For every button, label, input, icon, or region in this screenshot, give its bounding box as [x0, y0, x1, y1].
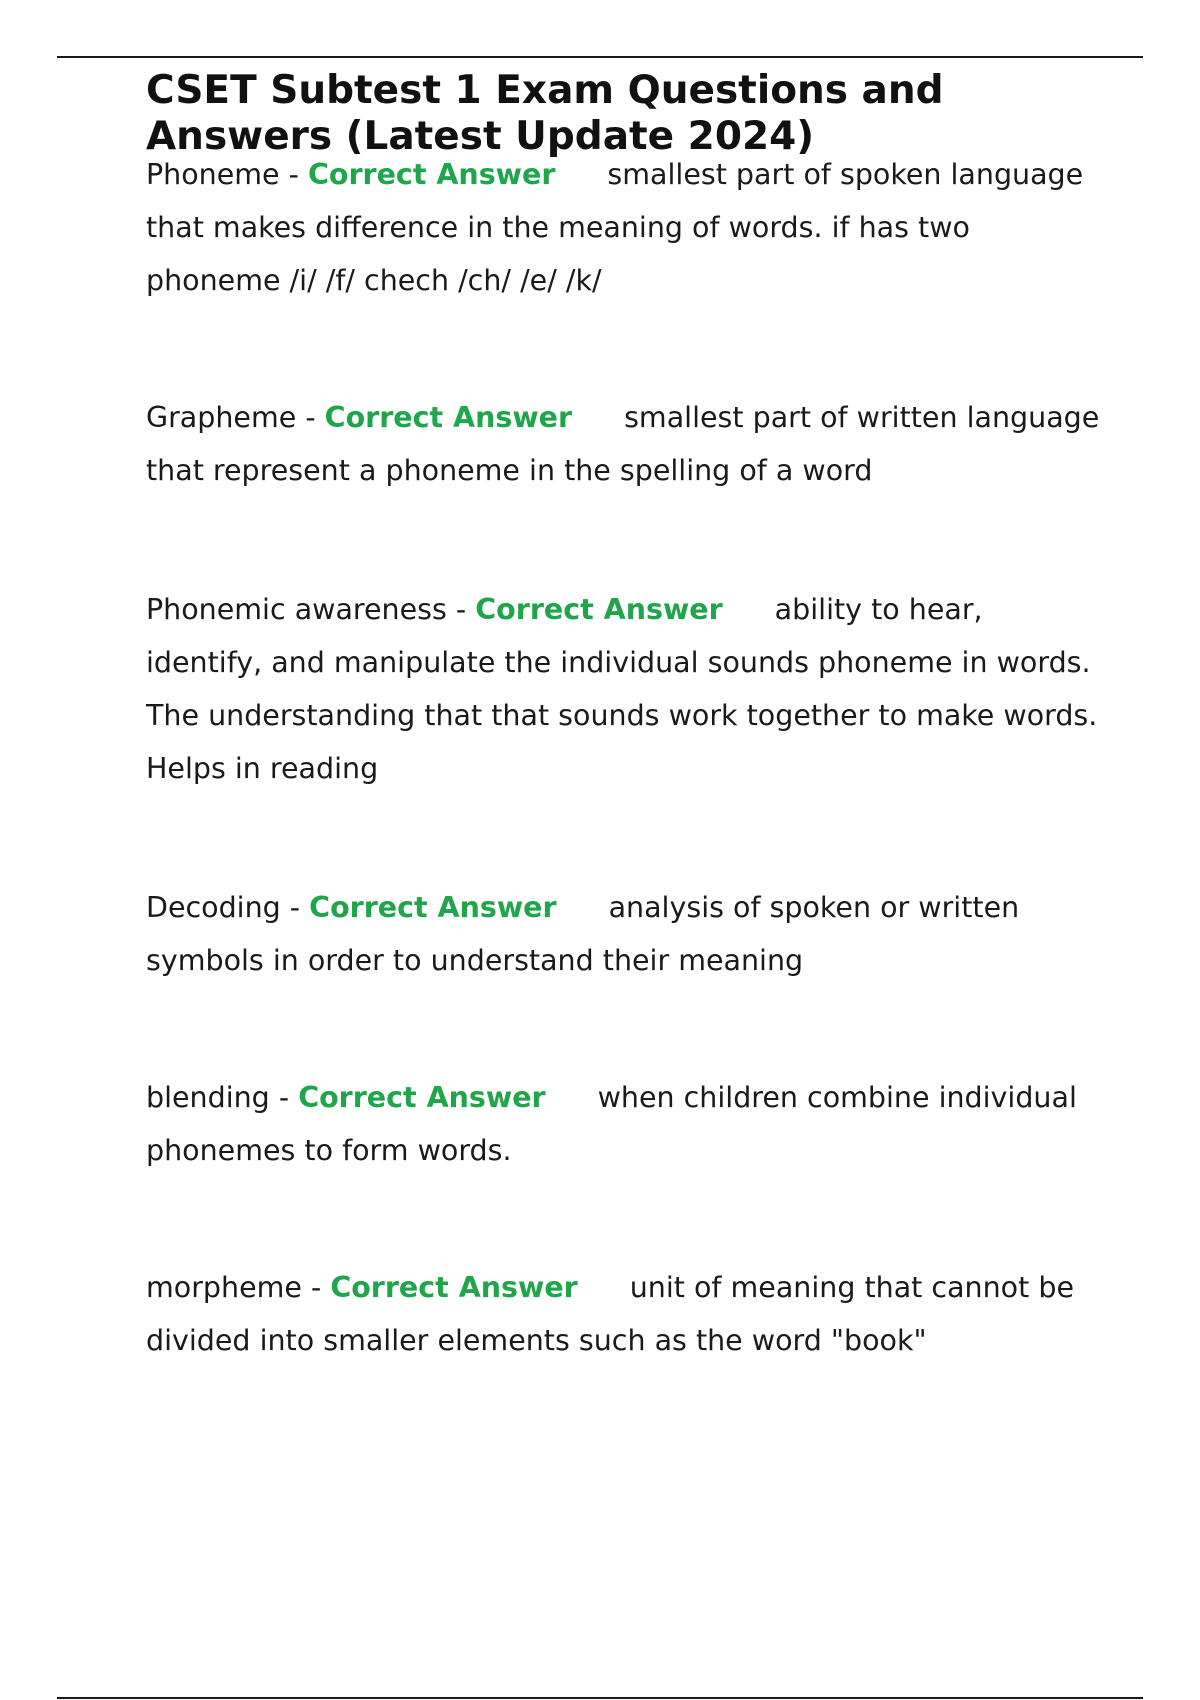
term: Grapheme: [146, 401, 297, 434]
document-title: CSET Subtest 1 Exam Questions and Answers (Latest Update 2024): [146, 68, 944, 159]
separator: -: [269, 1081, 299, 1114]
qa-item: [146, 391, 1106, 497]
qa-item: [146, 1071, 1106, 1177]
correct-answer-label: Correct Answer: [308, 158, 556, 191]
separator: -: [301, 1271, 331, 1304]
separator: -: [279, 158, 308, 191]
qa-item: [146, 881, 1106, 987]
definition: ability to hear, identify, and manipulate the individual sounds phoneme in words. The understanding that that sounds work together to make words. Helps in reading: [146, 593, 1098, 785]
separator: -: [280, 891, 310, 924]
term: morpheme: [146, 1271, 302, 1304]
correct-answer-label: Correct Answer: [324, 401, 573, 434]
definition: analysis of spoken or written symbols in order to understand their meaning: [146, 891, 1020, 977]
definition: smallest part of spoken language that makes difference in the meaning of words. if has two phoneme /i/ /f/ chech /ch/ /e/ /k/: [146, 158, 1084, 297]
term: blending: [146, 1081, 270, 1114]
bottom-rule: [57, 1697, 1143, 1699]
definition: when children combine individual phonemes to form words.: [146, 1081, 1077, 1167]
correct-answer-label: Correct Answer: [298, 1081, 546, 1114]
top-rule: [57, 56, 1143, 58]
separator: -: [296, 401, 325, 434]
term: Phonemic awareness: [146, 593, 447, 626]
correct-answer-label: Correct Answer: [330, 1271, 578, 1304]
qa-item: [146, 148, 1106, 307]
qa-item: [146, 583, 1106, 795]
term: Decoding: [146, 891, 281, 924]
definition: unit of meaning that cannot be divided into smaller elements such as the word "book": [146, 1271, 1074, 1357]
separator: -: [446, 593, 476, 626]
document-body: [146, 68, 1106, 1367]
correct-answer-label: Correct Answer: [309, 891, 557, 924]
definition: smallest part of written language that represent a phoneme in the spelling of a word: [146, 401, 1100, 487]
term: Phoneme: [146, 158, 280, 191]
correct-answer-label: Correct Answer: [475, 593, 723, 626]
qa-item: [146, 1261, 1106, 1367]
